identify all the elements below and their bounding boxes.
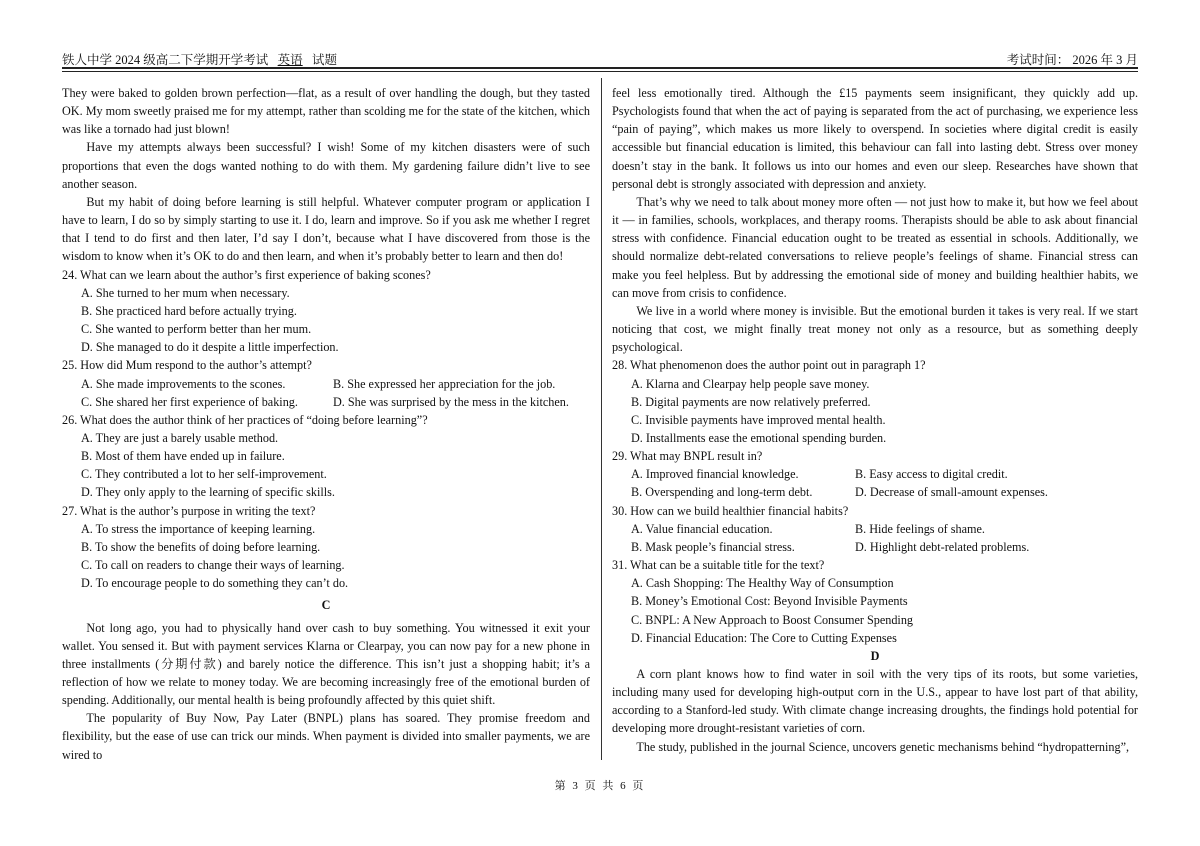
option-row <box>612 483 1138 501</box>
option: B. Mask people’s financial stress. <box>631 539 795 554</box>
question-29: 29. What may BNPL result in? <box>612 449 763 464</box>
paragraph: Have my attempts always been successful? I wish! Some of my kitchen disasters were of such proportions that even the dogs wanted nothing to do with them. My gardening failure didn’t live to see another season. <box>62 140 590 191</box>
paragraph: The popularity of Buy Now, Pay Later (BNPL) plans has soared. They promise freedom and flexibility, but the ease of use can trick our minds. When payment is divided into smaller payments, we are wired to <box>62 711 590 762</box>
paper-label: 试题 <box>312 53 338 67</box>
option-row <box>612 538 1138 556</box>
question-30: 30. How can we build healthier financial habits? <box>612 503 849 518</box>
exam-title <box>62 50 337 68</box>
school-exam-label: 铁人中学 2024 级高二下学期开学考试 <box>62 53 269 67</box>
option: C. They contributed a lot to her self-improvement. <box>81 467 327 482</box>
question-31: 31. What can be a suitable title for the text? <box>612 558 825 573</box>
option: B. To show the benefits of doing before learning. <box>81 539 321 554</box>
option: C. Invisible payments have improved mental health. <box>631 412 886 427</box>
option: B. She expressed her appreciation for the job. <box>333 376 556 391</box>
option: A. Klarna and Clearpay help people save money. <box>631 376 870 391</box>
option-row <box>62 375 590 393</box>
option-row <box>612 520 1138 538</box>
option: D. Decrease of small-amount expenses. <box>855 485 1048 500</box>
option-row <box>62 393 590 411</box>
exam-time: 考试时间： 2026 年 3 月 <box>1006 53 1138 67</box>
option: B. Hide feelings of shame. <box>855 521 985 536</box>
option-row <box>612 465 1138 483</box>
page-header <box>62 50 1138 68</box>
option: D. Financial Education: The Core to Cutting Expenses <box>631 630 897 645</box>
paragraph: They were baked to golden brown perfection—flat, as a result of over handling the dough, but they tasted OK. My mom sweetly praised me for my attempt, rather than scolding me for the state of the kitchen, which was like a tornado had just blown! <box>62 86 590 137</box>
left-column <box>62 84 590 764</box>
option: C. She shared her first experience of baking. <box>81 394 298 409</box>
option: D. She was surprised by the mess in the kitchen. <box>333 394 569 409</box>
header-rule-thin <box>62 71 1138 72</box>
option: D. Highlight debt-related problems. <box>855 539 1030 554</box>
paragraph: That’s why we need to talk about money more often — not just how to make it, but how we feel about it — in families, schools, workplaces, and therapy rooms. Therapists should be able to ask about financial stress with confidence. Financial education ought to be treated as essential in schools. Additionally, we should normalize debt-related conversations to relieve people’s feelings of shame. Financial stress can make you feel helpless. But by addressing the emotional side of money and building healthier habits, we can move from crisis to confidence. <box>612 194 1138 300</box>
section-heading-c: C <box>321 598 331 613</box>
option: A. She made improvements to the scones. <box>81 376 286 391</box>
page-footer: 第 3 页 共 6 页 <box>554 780 646 792</box>
header-rule <box>62 67 1138 69</box>
option: A. To stress the importance of keeping learning. <box>81 521 316 536</box>
option: B. She practiced hard before actually trying. <box>81 303 297 318</box>
question-26: 26. What does the author think of her practices of “doing before learning”? <box>62 412 428 427</box>
paragraph: A corn plant knows how to find water in soil with the very tips of its roots, but some varieties, including many used for developing high-output corn in the U.S., appear to have lost part of that ability, according to a Stanford-led study. With climate change increasing droughts, the findings hold potential for developing more drought-resistant varieties of corn. <box>612 667 1138 736</box>
option: D. She managed to do it despite a little imperfection. <box>81 340 339 355</box>
option: B. Money’s Emotional Cost: Beyond Invisible Payments <box>631 594 908 609</box>
option: B. Overspending and long-term debt. <box>631 485 813 500</box>
paragraph: feel less emotionally tired. Although the £15 payments seem insignificant, they quickly add up. Psychologists found that when the act of paying is separated from the act of purchasing, we experience less “pain of paying”, which makes us more likely to overspend. In societies where digital credit is easily accessible but financial education is limited, this behaviour can fall into lasting debt. Stress over money doesn’t stay in the bank. It follows us into our homes and even our sleep. Researches have shown that personal debt is strongly associated with depression and anxiety. <box>612 86 1138 191</box>
option: A. Cash Shopping: The Healthy Way of Consumption <box>631 576 894 591</box>
question-27: 27. What is the author’s purpose in writing the text? <box>62 503 316 518</box>
option: A. They are just a barely usable method. <box>81 430 279 445</box>
question-25: 25. How did Mum respond to the author’s attempt? <box>62 358 312 373</box>
column-divider <box>601 78 602 760</box>
subject-label: 英语 <box>277 53 303 67</box>
paragraph: The study, published in the journal Science, uncovers genetic mechanisms behind “hydropatterning”, <box>636 739 1130 754</box>
option: C. To call on readers to change their ways of learning. <box>81 558 345 573</box>
question-28: 28. What phenomenon does the author point out in paragraph 1? <box>612 358 926 373</box>
option: B. Most of them have ended up in failure. <box>81 449 285 464</box>
option: C. BNPL: A New Approach to Boost Consumer Spending <box>631 612 914 627</box>
paragraph: But my habit of doing before learning is still helpful. Whatever computer program or application I have to learn, I do so by simply starting to use it. I do, learn and improve. So if you ask me whether I regret that I tend to do first and then later, I’d say I don’t, because what I have discovered from those is the wisdom to know when it’s OK to do and then learn, and when it’s probably better to learn and then do! <box>62 194 590 264</box>
option: D. To encourage people to do something they can’t do. <box>81 576 349 591</box>
paragraph: Not long ago, you had to physically hand over cash to buy something. You witnessed it exit your wallet. You sensed it. But with payment services Klarna or Clearpay, you can now pay for a new phone in three installments (分期付款) and barely notice the difference. This isn’t just a shopping habit; it’s a reflection of how we relate to money today. We are becoming increasingly free of the emotional burden of spending. Additionally, our mental health is being profoundly affected by this quiet shift. <box>62 620 590 708</box>
option: A. Value financial education. <box>631 521 773 536</box>
question-24: 24. What can we learn about the author’s first experience of baking scones? <box>62 267 431 282</box>
option: B. Digital payments are now relatively preferred. <box>631 394 871 409</box>
option: D. They only apply to the learning of specific skills. <box>81 485 335 500</box>
option: A. She turned to her mum when necessary. <box>81 285 290 300</box>
paragraph: We live in a world where money is invisible. But the emotional burden it takes is very real. If we start noticing that cost, we might finally treat money not only as a resource, but as something deeply psychological. <box>612 303 1138 355</box>
option: D. Installments ease the emotional spending burden. <box>631 430 887 445</box>
option: B. Easy access to digital credit. <box>855 467 1008 482</box>
option: A. Improved financial knowledge. <box>631 467 799 482</box>
option: C. She wanted to perform better than her mum. <box>81 322 312 337</box>
section-heading-d: D <box>870 648 880 663</box>
right-column <box>612 84 1138 756</box>
